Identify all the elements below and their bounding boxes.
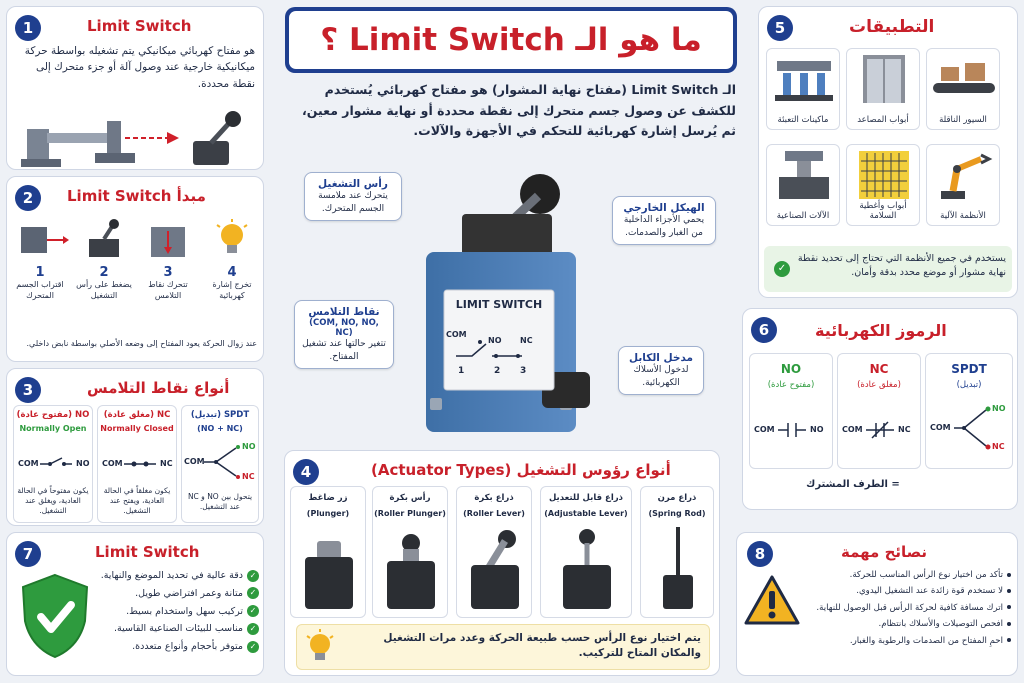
tip-text: اترك مسافة كافية لحركة الرأس قبل الوصول للنهاية. [816,602,1003,613]
type-en: Normally Open [19,424,87,433]
actuator-plunger [290,486,366,618]
switch-icon [75,217,133,261]
actuator-en: (Roller Plunger) [374,509,446,518]
principle-note: عند زوال الحركة يعود المفتاح إلى وضعه الأصلي بواسطة نابض داخلي. [26,339,257,348]
step-number: 3 [163,265,173,280]
section-title: مبدأ Limit Switch [67,187,206,205]
bullet [1007,638,1011,642]
section-title: نصائح مهمة [841,543,928,561]
tip-text: يتم اختيار نوع الرأس حسب طبيعة الحركة وعدد مرات التشغيل والمكان المتاح للتركيب. [383,632,701,660]
advantage-text: تركيب سهل واستخدام بسيط. [126,605,243,617]
bullet [1007,605,1011,609]
symbol-name: NO [780,362,802,376]
title-banner [285,7,737,73]
section-title: أنواع نقاط التلامس [87,379,230,397]
tip-item [803,635,1011,647]
type-name: NO (مفتوح عادة) [16,410,90,420]
check-icon: ✓ [247,605,259,617]
bullet [1007,573,1011,577]
terminal-3-label: 3 [520,366,527,376]
app-label: الأنظمة الآلية [940,211,986,221]
section-number: 3 [15,377,41,403]
step-1 [11,217,69,302]
tips-list [803,569,1011,647]
actuator-roller-lever [456,486,532,618]
step-number: 2 [99,265,109,280]
section-number: 1 [15,15,41,41]
app-label: السيور الناقلة [939,115,987,125]
symbol-sub: (تبديل) [956,380,982,390]
step-label: تتحرك نقاط التلامس [148,280,188,300]
section-definition [6,6,264,170]
warning-icon [743,573,801,627]
section-tips [736,532,1018,676]
plunger-icon [291,527,367,617]
no-label: NO [76,459,90,468]
step-label: تخرج إشارة كهربائية [212,280,252,300]
section-number: 4 [293,459,319,485]
safety-fence-icon [847,145,921,205]
conveyor-icon [927,49,1001,109]
no-label: NO [242,442,256,451]
actuator-tip [296,624,710,670]
section-number: 7 [15,541,41,567]
device-label: LIMIT SWITCH [455,298,543,311]
step-label: اقتراب الجسم المتحرك [16,280,64,300]
section-number: 5 [767,15,793,41]
check-icon: ✓ [247,587,259,599]
actuator-en: (Roller Lever) [463,509,525,518]
app-label: الآلات الصناعية [776,211,830,221]
roller-lever-icon [457,527,533,617]
contacts-icon [139,217,197,261]
filling-machine-icon [767,49,841,109]
step-number: 4 [227,265,237,280]
definition-illustration [17,99,257,169]
roller-plunger-icon [373,527,449,617]
industrial-machine-icon [767,145,841,205]
callout-body: لدخول الأسلاك الكهربائية. [633,365,689,388]
check-icon: ✓ [247,641,259,653]
app-automation [926,144,1000,226]
actuator-en: (Adjustable Lever) [544,509,628,518]
device-nc-label: NC [520,336,533,345]
actuator-en: (Spring Rod) [648,509,706,518]
section-number: 2 [15,185,41,211]
shield-check-icon [17,571,93,661]
tip-text: لا تستخدم قوة زائدة عند التشغيل اليدوي. [856,586,1003,597]
symbol-name: SPDT [951,362,987,376]
com-label: COM [754,425,775,434]
elevator-icon [847,49,921,109]
section-symbols [742,308,1018,510]
symbol-spdt [925,353,1013,469]
advantage-item [99,569,259,583]
advantage-item [99,587,259,601]
app-safety-guards [846,144,920,226]
page-title: ما هو الـ Limit Switch ؟ [320,22,702,58]
callout-title: مدخل الكابل [628,352,694,364]
bulb-icon [203,217,261,261]
spring-rod-icon [641,527,715,617]
com-label: COM [184,457,205,466]
actuator-name: ذراع بكرة [474,493,514,503]
section-title: أنواع رؤوس التشغيل (Actuator Types) [371,461,671,479]
device-com-label: COM [446,330,467,339]
type-name: NC (مغلق عادة) [103,410,171,420]
callout-title: نقاط التلامس [308,306,380,318]
app-elevator-doors [846,48,920,130]
symbol-name: NC [869,362,889,376]
actuator-roller-plunger [372,486,448,618]
nc-label: NC [898,425,911,434]
advantages-list [99,569,259,654]
app-label: أبواب وأغطية السلامة [859,201,907,221]
tip-item [803,569,1011,581]
actuator-name: رأس بكرة [389,493,431,503]
device-no-label: NO [488,336,502,345]
step-2 [75,217,133,302]
advantage-item [99,640,259,654]
symbol-sub: (مغلق عادة) [857,380,901,390]
contact-type-no [13,405,93,523]
section-title: Limit Switch [87,17,192,35]
contact-type-nc [97,405,177,523]
callout-body: يحمي الأجزاء الداخلية من الغبار والصدمات. [623,215,705,238]
robot-arm-icon [927,145,1001,205]
section-title: الرموز الكهربائية [815,321,947,340]
section-advantages [6,532,264,676]
type-en: (NO + NC) [197,424,243,433]
terminal-2-label: 2 [494,366,501,376]
type-desc: يتحول بين NO و NC عند التشغيل. [187,492,253,512]
check-icon: ✓ [247,623,259,635]
step-number: 1 [35,265,45,280]
callout-actuator-head [304,172,402,221]
actuator-name: ذراع مرن [657,493,697,503]
tip-item [803,618,1011,630]
advantage-text: متانة وعمر افتراضي طويل. [135,587,243,599]
symbol-sub: (مفتوح عادة) [767,380,815,390]
definition-text: هو مفتاح كهربائي ميكانيكي يتم تشغيله بواسطة حركة ميكانيكية خارجية عند وصول آلة أو جزء متحرك إلى نقطة محددة. [24,45,255,90]
section-principle [6,176,264,362]
app-filling-machines [766,48,840,130]
advantage-item [99,605,259,619]
note-text: يستخدم في جميع الأنظمة التي تحتاج إلى تحديد نقطة نهاية مشوار أو موضع محدد بدقة وأمان. [797,253,1006,278]
intro-text: الـ Limit Switch (مفتاح نهاية المشوار) هو مفتاح كهربائي يُستخدم للكشف عن وصول جسم متحرك إلى نقطة محددة أو نهاية مشوار معين، ثم يُرسل إشارة كهربائية للتحكم في الأجهزة والآلات. [302,82,736,139]
actuator-name: ذراع قابل للتعديل [548,493,624,503]
app-label: ماكينات التعبئة [777,115,829,125]
callout-title: رأس التشغيل [318,178,388,190]
type-desc: يكون مغلقاً في الحالة العادية، ويفتح عند التشغيل. [103,486,171,516]
app-conveyors [926,48,1000,130]
section-number: 8 [747,541,773,567]
advantage-text: متوفر بأحجام وأنواع متعددة. [132,641,243,653]
step-4 [203,217,261,302]
section-number: 6 [751,317,777,343]
section-title: Limit Switch [95,543,200,561]
actuator-name: زر ضاغط [308,493,348,503]
tip-text: افحص التوصيلات والأسلاك بانتظام. [878,619,1003,630]
tip-text: احمِ المفتاح من الصدمات والرطوبة والغبار. [849,635,1003,646]
applications-note [764,246,1012,292]
bullet [1007,589,1011,593]
com-label: COM [18,459,39,468]
advantage-text: دقة عالية في تحديد الموضع والنهاية. [100,570,243,581]
check-icon: ✓ [774,261,790,277]
terminal-1-label: 1 [458,366,465,376]
advantage-item [99,622,259,636]
section-title: التطبيقات [849,17,935,37]
bullet [1007,622,1011,626]
symbols-legend: = الطرف المشترك [806,479,900,490]
tip-item [803,585,1011,597]
callout-cable-entry [618,346,704,395]
callout-body: يتحرك عند ملامسة الجسم المتحرك. [318,191,388,214]
type-en: Normally Closed [100,424,174,433]
check-icon: ✓ [247,570,259,582]
box-icon [11,217,69,261]
no-label: NO [810,425,824,434]
tip-text: تأكد من اختيار نوع الرأس المناسب للحركة. [849,570,1003,580]
actuator-en: (Plunger) [306,509,350,518]
tip-item [803,602,1011,614]
nc-label: NC [992,442,1005,451]
actuator-adjustable-lever [540,486,632,618]
type-desc: يكون مفتوحاً في الحالة العادية، ويغلق عند التشغيل. [17,486,89,516]
nc-label: NC [160,459,173,468]
nc-label: NC [242,472,255,481]
com-label: COM [102,459,123,468]
app-industrial-machines [766,144,840,226]
callout-contacts [294,300,394,369]
callout-sub: (COM, NO, NO, NC) [309,318,379,338]
lightbulb-icon [303,628,337,668]
step-label: يضغط على رأس التشغيل [76,280,132,300]
symbol-nc [837,353,921,469]
no-label: NO [992,404,1006,413]
callout-housing [612,196,716,245]
adjustable-lever-icon [541,527,633,617]
app-label: أبواب المصاعد [857,115,909,125]
advantage-text: مناسب للبيئات الصناعية القاسية. [113,623,243,635]
contact-type-spdt [181,405,259,523]
callout-body: تتغير حالتها عند تشغيل المفتاح. [302,339,386,362]
step-3 [139,217,197,302]
callout-title: الهيكل الخارجي [623,202,705,214]
type-name: SPDT (تبديل) [190,410,250,420]
symbol-no [749,353,833,469]
com-label: COM [842,425,863,434]
section-contact-types [6,368,264,526]
actuator-spring-rod [640,486,714,618]
principle-steps [11,217,261,337]
com-label: COM [930,423,951,432]
